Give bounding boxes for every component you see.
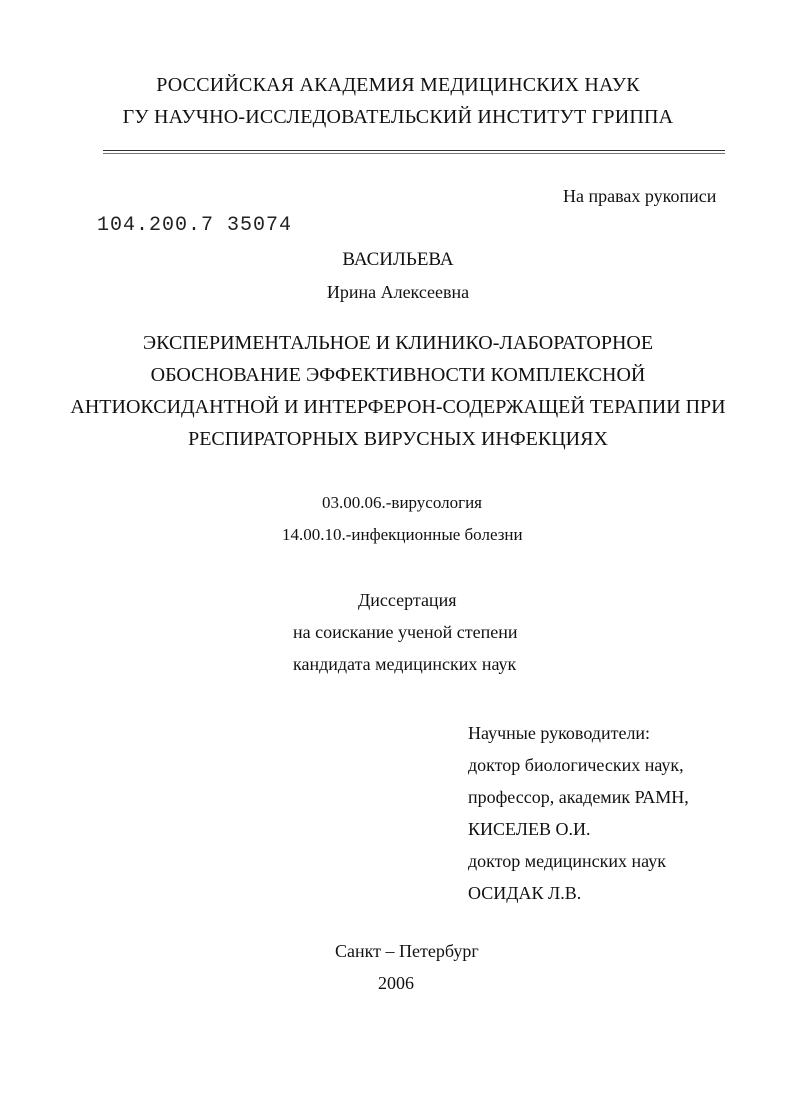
title-line-3: АНТИОКСИДАНТНОЙ И ИНТЕРФЕРОН-СОДЕРЖАЩЕЙ ТЕРАПИИ ПРИ [70,396,726,418]
dissertation-label: Диссертация [358,590,457,610]
advisor-line: доктор биологических наук, [468,755,684,775]
title-line-2: ОБОСНОВАНИЕ ЭФФЕКТИВНОСТИ КОМПЛЕКСНОЙ [150,364,646,386]
degree-name: кандидата медицинских наук [293,654,517,674]
advisor-line: доктор медицинских наук [468,851,666,871]
degree-line: на соискание ученой степени [293,622,518,642]
rights-note: На правах рукописи [563,186,717,206]
author-surname: ВАСИЛЬЕВА [342,249,454,270]
title-line-4: РЕСПИРАТОРНЫХ ВИРУСНЫХ ИНФЕКЦИЯХ [188,428,608,450]
catalog-number-stamp: 104.200.7 35074 [97,214,293,237]
advisor-line: профессор, академик РАМН, [468,787,689,807]
header-divider-secondary [103,153,725,154]
author-given-names: Ирина Алексеевна [326,282,470,302]
academy-name: РОССИЙСКАЯ АКАДЕМИЯ МЕДИЦИНСКИХ НАУК [156,74,640,96]
specialty-2: 14.00.10.-инфекционные болезни [282,525,523,544]
advisors-heading: Научные руководители: [468,723,651,743]
advisors-block [468,717,689,909]
city: Санкт – Петербург [335,941,479,961]
institute-name: ГУ НАУЧНО-ИССЛЕДОВАТЕЛЬСКИЙ ИНСТИТУТ ГРИППА [122,106,674,128]
header-divider [103,150,725,151]
year: 2006 [378,973,414,993]
advisor-line: КИСЕЛЕВ О.И. [468,819,591,839]
advisor-line: ОСИДАК Л.В. [468,883,582,903]
title-line-1: ЭКСПЕРИМЕНТАЛЬНОЕ И КЛИНИКО-ЛАБОРАТОРНОЕ [142,332,654,354]
specialty-1: 03.00.06.-вирусология [322,493,483,512]
